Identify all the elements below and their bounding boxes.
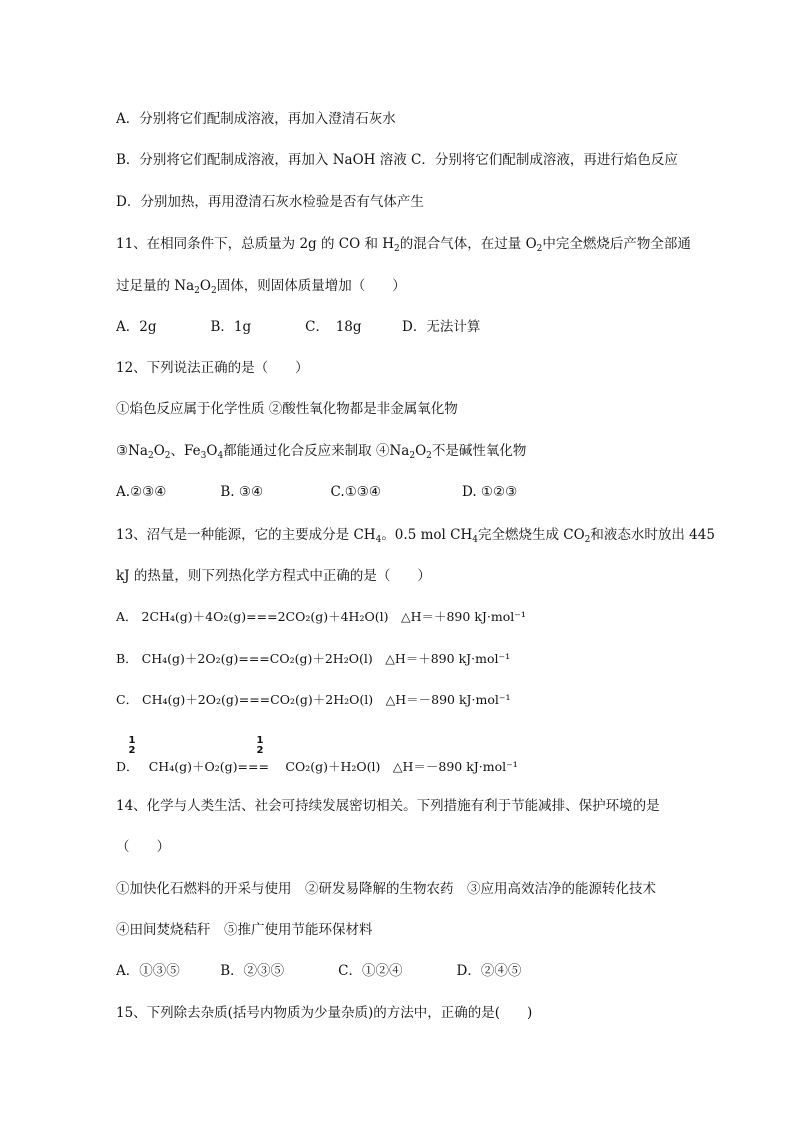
subscript: 4	[217, 451, 224, 461]
fraction-numerator: 1	[128, 735, 136, 746]
q12-statements-1: ①焰色反应属于化学性质 ②酸性氧化物都是非金属氧化物	[116, 401, 458, 417]
subscript: 2	[584, 535, 591, 545]
q13-text: 和液态水时放出 445	[590, 527, 715, 543]
option-b-c-line: B．分别将它们配制成溶液，再加入 NaOH 溶液 C．分别将它们配制成溶液，再进行焰色反应	[116, 152, 678, 168]
q11-stem-line2	[116, 277, 406, 300]
q12-stem: 12、下列说法正确的是（ ）	[116, 360, 309, 376]
q11-text: O	[199, 278, 211, 294]
option-a-line: A．分别将它们配制成溶液，再加入澄清石灰水	[116, 111, 396, 127]
q12-text: O	[206, 443, 218, 459]
q11-text: 中完全燃烧后产物全部通	[542, 236, 691, 252]
q14-options: A．①③⑤ B．②③⑤ C．①②④ D．②④⑤	[116, 963, 522, 979]
subscript: 2	[194, 286, 200, 296]
subscript: 2	[147, 451, 154, 461]
q12-text: O	[153, 443, 165, 459]
q11-text: 的混合气体，在过量 O	[399, 236, 537, 252]
q11-text: 固体，则固体质量增加（ ）	[216, 278, 406, 294]
subscript: 2	[164, 451, 171, 461]
subscript: 4	[472, 535, 478, 545]
q11-text: 11、在相同条件下，总质量为 2g 的 CO 和 H	[116, 236, 395, 252]
q15-stem: 15、下列除去杂质(括号内物质为少量杂质)的方法中，正确的是( )	[116, 1005, 533, 1021]
q13-stem-line2: kJ 的热量，则下列热化学方程式中正确的是（ ）	[116, 568, 431, 584]
fraction-text	[128, 736, 136, 756]
q13-text: 完全燃烧生成 CO	[477, 527, 585, 543]
q12-text: 都能通过化合反应来制取 ④Na	[223, 443, 410, 459]
fraction-text	[256, 736, 264, 756]
subscript: 2	[394, 244, 400, 254]
q14-statements-1: ①加快化石燃料的开采与使用 ②研发易降解的生物农药 ③应用高效洁净的能源转化技术	[116, 881, 656, 897]
fraction-denominator: 2	[256, 745, 264, 756]
q13-option-d: D． CH₄(g)＋O₂(g)=== CO₂(g)＋H₂O(l) △H＝－890 kJ·mol⁻¹	[116, 759, 518, 774]
fraction-numerator: 1	[256, 735, 264, 746]
q13-option-c: C． CH₄(g)＋2O₂(g)===CO₂(g)＋2H₂O(l) △H＝－890 kJ·mol⁻¹	[116, 692, 511, 707]
q11-text: 过足量的 Na	[116, 278, 195, 294]
q13-text: 13、沼气是一种能源，它的主要成分是 CH	[116, 527, 376, 543]
subscript: 2	[210, 286, 217, 296]
q13-text: 。0.5 mol CH	[381, 527, 473, 543]
q11-stem-line1	[116, 235, 691, 258]
q12-options: A.②③④ B. ③④ C.①③④ D. ①②③	[116, 484, 518, 500]
subscript: 4	[375, 535, 382, 545]
q13-option-b: B． CH₄(g)＋2O₂(g)===CO₂(g)＋2H₂O(l) △H＝＋890 kJ·mol⁻¹	[116, 651, 511, 666]
q14-statements-2: ④田间焚烧秸秆 ⑤推广使用节能环保材料	[116, 922, 373, 938]
subscript: 2	[536, 244, 543, 254]
q12-text: 不是碱性氧化物	[431, 443, 527, 459]
subscript: 2	[409, 451, 416, 461]
q12-statements-2	[116, 442, 526, 465]
subscript: 3	[200, 451, 207, 461]
fraction-denominator: 2	[128, 745, 136, 756]
q14-stem-line2: （ ）	[116, 839, 170, 855]
subscript: 2	[426, 451, 432, 461]
fraction-half	[256, 736, 264, 756]
fraction-half	[128, 736, 136, 756]
q11-options: A．2g B．1g C． 18g D．无法计算	[116, 319, 481, 335]
q13-option-a: A． 2CH₄(g)＋4O₂(g)===2CO₂(g)＋4H₂O(l) △H＝＋890 kJ·mol⁻¹	[116, 609, 526, 624]
option-d-line: D．分别加热，再用澄清石灰水检验是否有气体产生	[116, 194, 424, 210]
q12-text: O	[415, 443, 427, 459]
q12-text: 、Fe	[170, 443, 201, 459]
q12-text: ③Na	[116, 443, 148, 459]
q13-stem-line1	[116, 526, 715, 549]
q14-stem-line1: 14、化学与人类生活、社会可持续发展密切相关。下列措施有利于节能减排、保护环境的是	[116, 798, 660, 814]
